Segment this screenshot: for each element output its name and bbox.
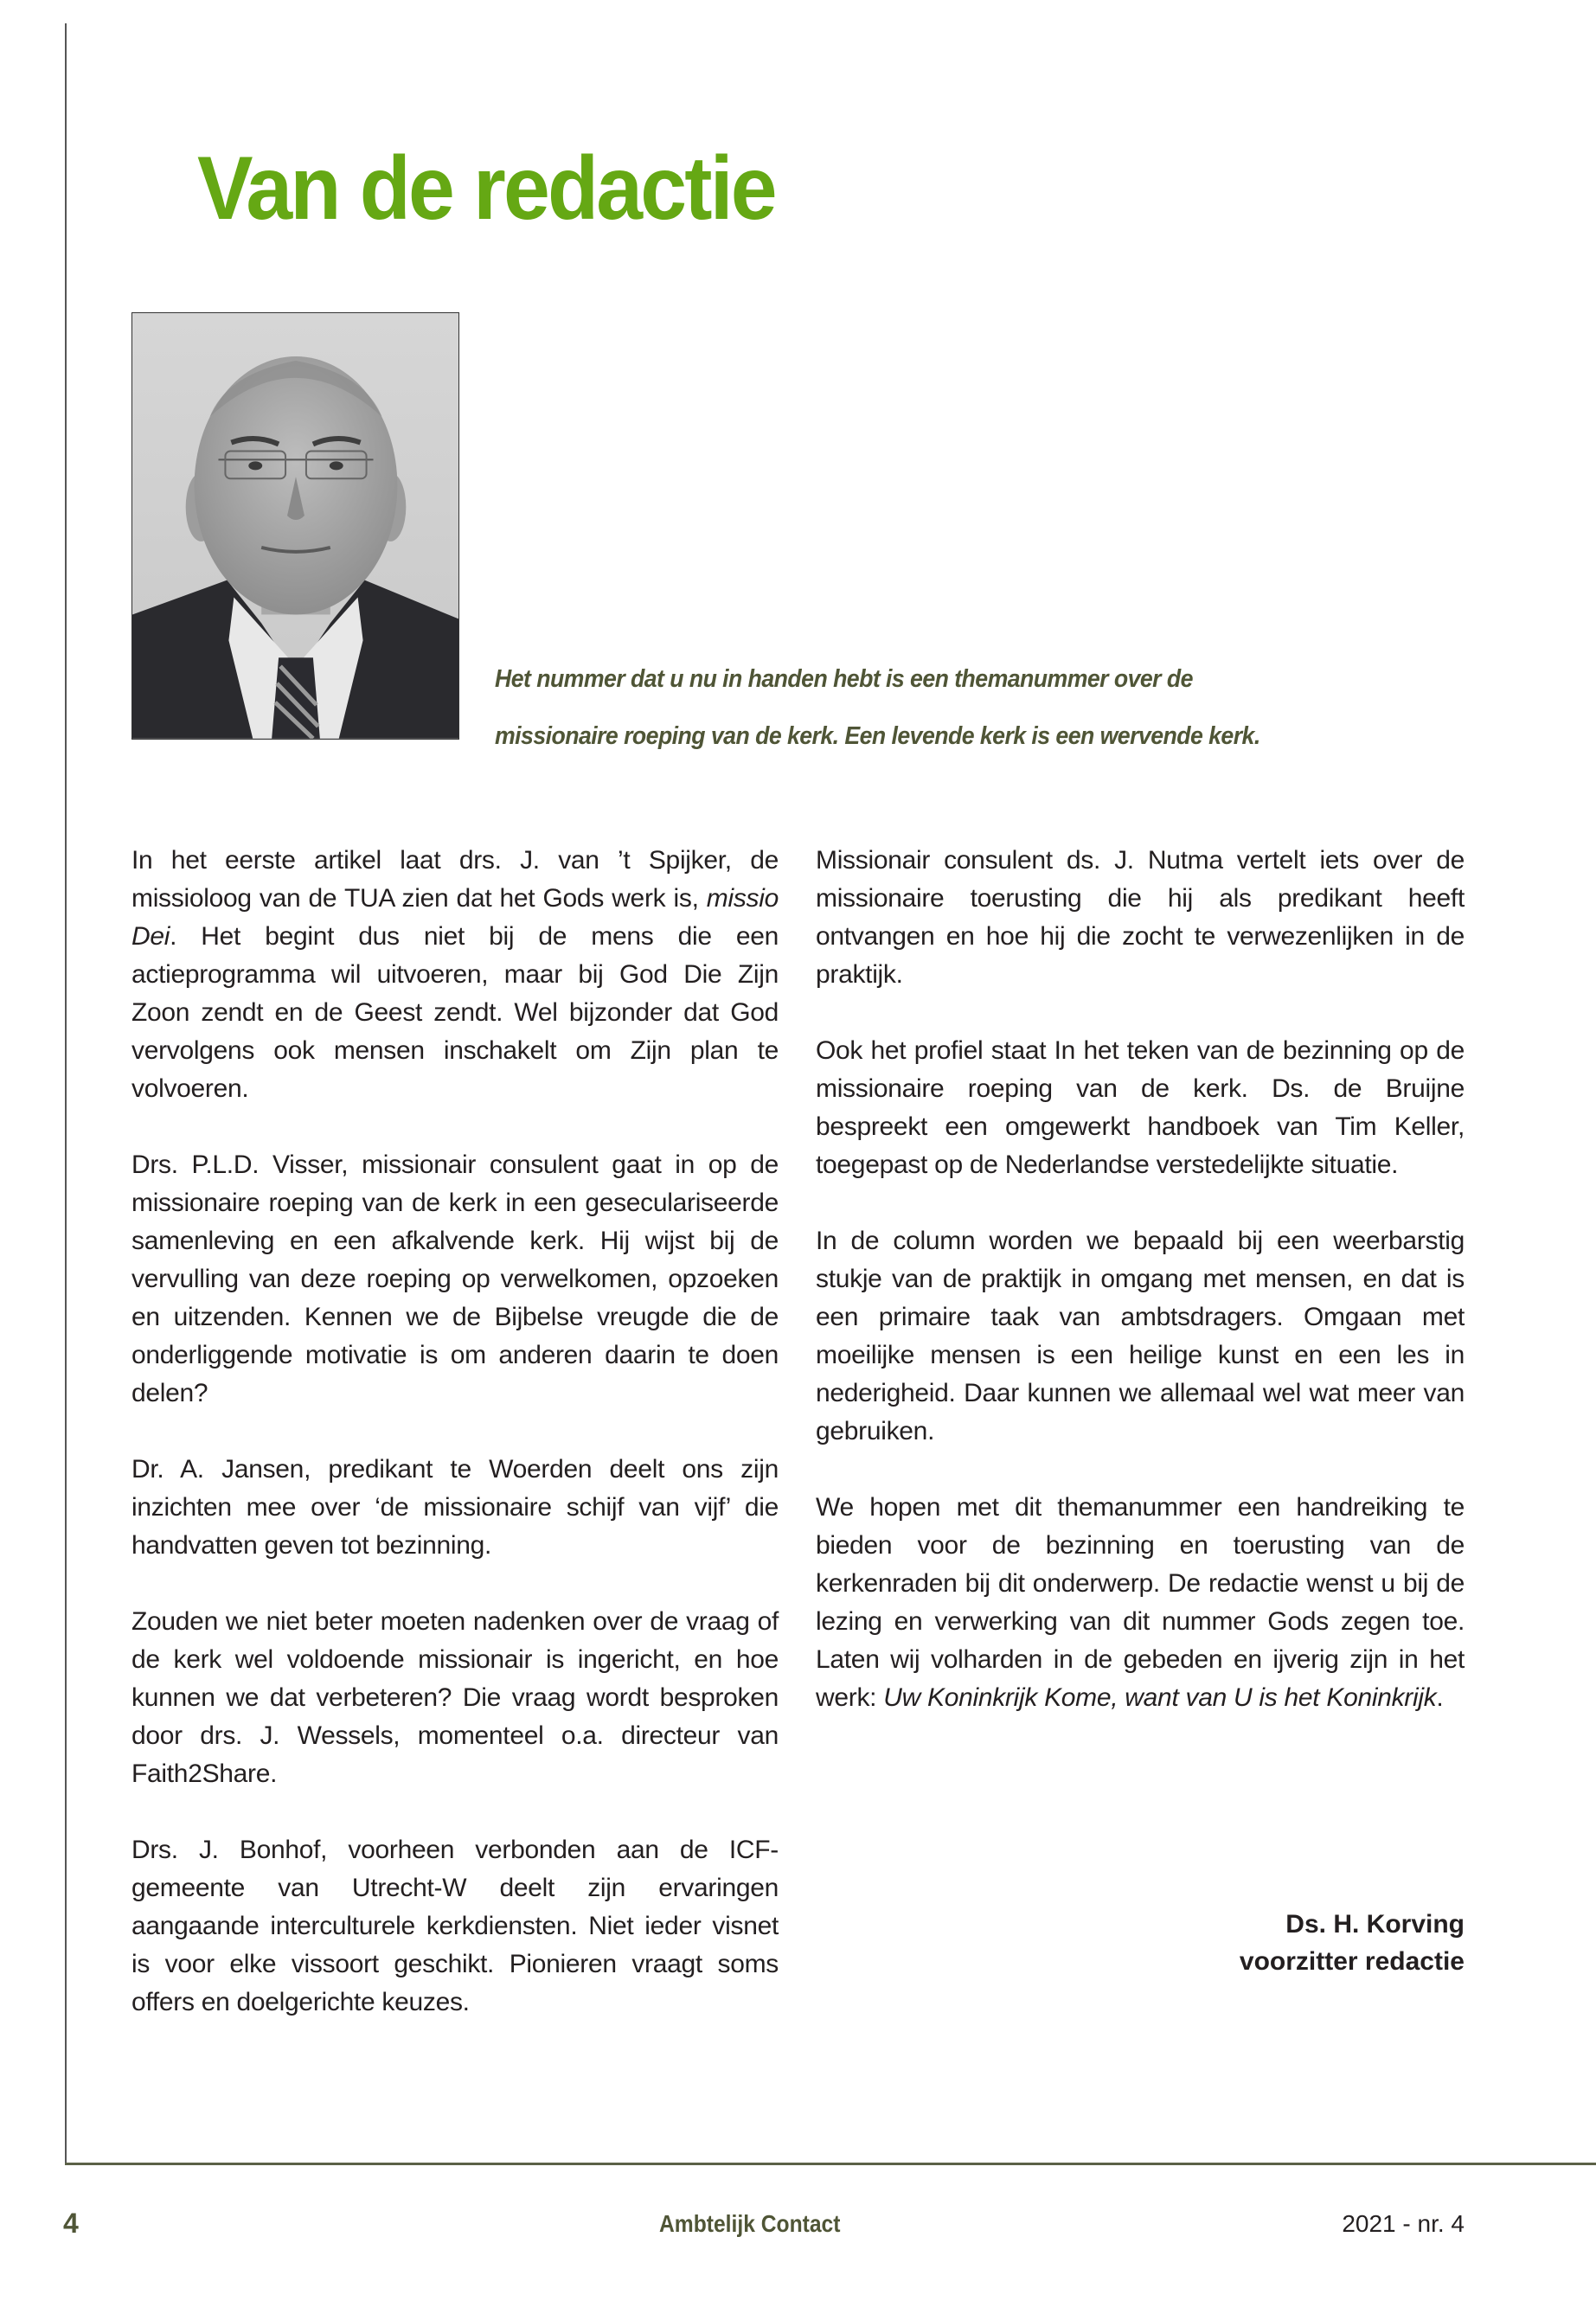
author-photo (131, 312, 459, 740)
paragraph-visser: Drs. P.L.D. Visser, missionair consulent gaat in op de missionaire roeping van de kerk in een geseculariseerde samenleving en een afkalvende kerk. Hij wijst bij de vervulling van deze roeping op verwelkomen, opzoeken en uitzenden. Kennen we de Bijbelse vreugde die de onderliggende motivatie is om anderen daarin te doen delen? (131, 1150, 779, 1407)
signature-role: voorzitter redactie (1239, 1947, 1465, 1976)
intro-line: Het nummer dat u nu in handen hebt is een themanummer over de (495, 665, 1193, 693)
paragraph-wessels: Zouden we niet beter moeten nadenken over de vraag of de kerk wel voldoende missionair is ingericht, en hoe kunnen we dat verbeteren? Die vraag wordt besproken door drs. J. Wessels, momenteel o.a. directeur van Faith2Share. (131, 1607, 779, 1788)
intro-lead (495, 651, 1464, 765)
signature-name: Ds. H. Korving (1285, 1910, 1465, 1939)
page-number: 4 (63, 2208, 79, 2239)
text-run: . (1436, 1683, 1444, 1712)
left-margin-rule (65, 23, 67, 2165)
paragraph-nutma: Missionair consulent ds. J. Nutma vertelt iets over de missionaire toerusting die hij als predikant heeft ontvangen en hoe hij die zocht te verwezenlijken in de praktijk. (816, 846, 1465, 989)
text-run: . Het begint dus niet bij de mens die een actieprogramma wil uitvoeren, maar bij God Die Zijn Zoon zendt en de Geest zendt. Wel bijzonder dat God vervolgens ook mensen inschakelt om Zijn plan te volvoeren. (131, 922, 779, 1103)
paragraph-closing (816, 1489, 1465, 1717)
text-run: In het eerste artikel laat drs. J. van ’t Spijker, de missioloog van de TUA zien dat het Gods werk is, (131, 846, 779, 913)
portrait-image (132, 313, 458, 739)
signature (1240, 1906, 1465, 1980)
footer-rule (65, 2163, 1596, 2165)
paragraph-jansen: Dr. A. Jansen, predikant te Woerden deelt ons zijn inzichten mee over ‘de missionaire schijf van vijf’ die handvatten geven tot bezinning. (131, 1455, 779, 1560)
magazine-name: Ambtelijk Contact (659, 2210, 841, 2237)
issue-label: 2021 - nr. 4 (1342, 2210, 1465, 2237)
right-column (816, 842, 1465, 1755)
paragraph-profiel: Ook het profiel staat In het teken van de bezinning op de missionaire roeping van de kerk. Ds. de Bruijne bespreekt een omgewerkt handboek van Tim Keller, toegepast op de Nederlandse verstedelijkte situatie. (816, 1036, 1465, 1179)
paragraph-spijker (131, 842, 779, 1108)
italic-run: Uw Koninkrijk Kome, want van U is het Koninkrijk (883, 1683, 1437, 1712)
italic-run: missio Dei (131, 884, 779, 951)
page-title: Van de redactie (197, 138, 775, 239)
paragraph-column: In de column worden we bepaald bij een weerbarstig stukje van de praktijk in omgang met mensen, en dat is een primaire taak van ambtsdragers. Omgaan met moeilijke mensen is een heilige kunst en een les in nederigheid. Daar kunnen we allemaal wel wat meer van gebruiken. (816, 1227, 1465, 1445)
left-column (131, 842, 779, 2060)
text-run: We hopen met dit themanummer een handreiking te bieden voor de bezinning en toerusting van de kerkenraden bij dit onderwerp. De redactie wenst u bij de lezing en verwerking van dit nummer Gods zegen toe. Laten wij volharden in de gebeden en ijverig zijn in het werk: (816, 1493, 1465, 1712)
paragraph-bonhof: Drs. J. Bonhof, voorheen verbonden aan de ICF-gemeente van Utrecht-W deelt zijn ervaringen aangaande interculturele kerkdiensten. Niet ieder visnet is voor elke vissoort geschikt. Pionieren vraagt soms offers en doelgerichte keuzes. (131, 1836, 779, 2016)
intro-line: missionaire roeping van de kerk. Een levende kerk is een wervende kerk. (495, 722, 1260, 750)
